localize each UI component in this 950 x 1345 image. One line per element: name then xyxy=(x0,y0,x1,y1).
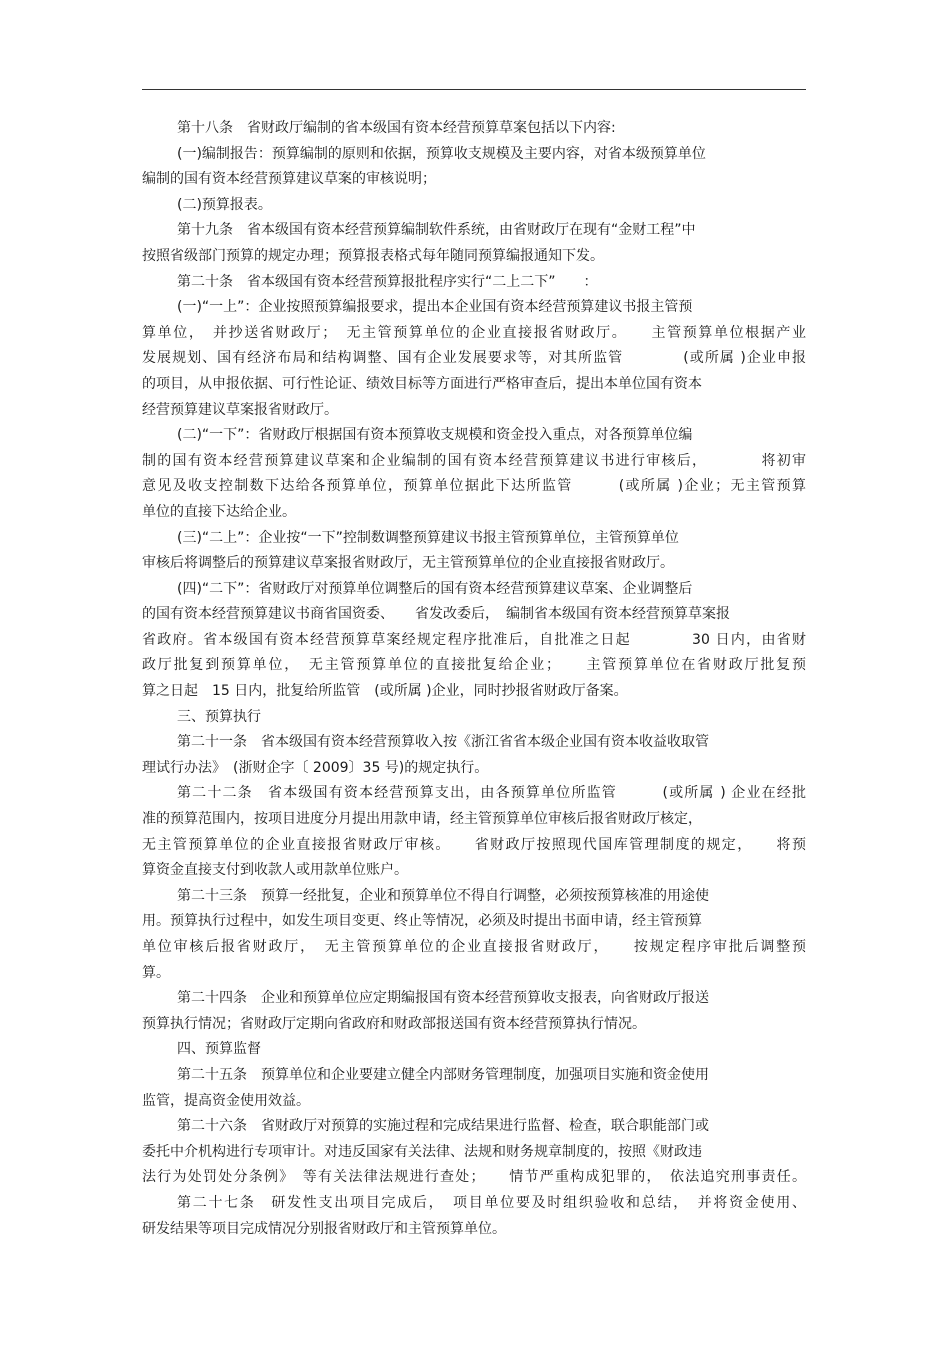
text-line: 委托中介机构进行专项审计。对违反国家有关法律、法规和财务规章制度的，按照《财政违 xyxy=(142,1143,702,1160)
text-line: 发展规划、国有经济布局和结构调整、国有企业发展要求等，对其所监管 (或所属 )企业申报 xyxy=(142,350,806,367)
text-line: 经营预算建议草案报省财政厅。 xyxy=(142,401,338,418)
text-line: (三)“二上”：企业按“一下”控制数调整预算建议书报主管预算单位，主管预算单位 xyxy=(177,529,679,546)
text-line: 第二十六条 省财政厅对预算的实施过程和完成结果进行监督、检查，联合职能部门或 xyxy=(177,1118,709,1135)
text-line: 研发结果等项目完成情况分别报省财政厅和主管预算单位。 xyxy=(142,1220,506,1237)
text-line: 算。 xyxy=(142,964,170,981)
text-line: (二)预算报表。 xyxy=(177,196,272,213)
text-line: 省政府。省本级国有资本经营预算草案经规定程序批准后，自批准之日起 30 日内，由省财 xyxy=(142,631,806,648)
text-line: 编制的国有资本经营预算建议草案的审核说明； xyxy=(142,171,436,188)
text-line: 审核后将调整后的预算建议草案报省财政厅，无主管预算单位的企业直接报省财政厅。 xyxy=(142,555,674,572)
text-line: 三、预算执行 xyxy=(177,708,261,725)
text-line: 四、预算监督 xyxy=(177,1041,261,1058)
text-line: 政厅批复到预算单位， 无主管预算单位的直接批复给企业； 主管预算单位在省财政厅批复预 xyxy=(142,657,806,674)
text-line: 无主管预算单位的企业直接报省财政厅审核。 省财政厅按照现代国库管理制度的规定， 将预 xyxy=(142,836,806,853)
text-line: 的项目，从申报依据、可行性论证、绩效目标等方面进行严格审查后，提出本单位国有资本 xyxy=(142,375,702,392)
text-line: (一)编制报告：预算编制的原则和依据，预算收支规模及主要内容，对省本级预算单位 xyxy=(177,145,706,162)
text-line: 监管，提高资金使用效益。 xyxy=(142,1092,310,1109)
header-rule xyxy=(142,89,806,90)
text-line: 单位审核后报省财政厅， 无主管预算单位的企业直接报省财政厅， 按规定程序审批后调整预 xyxy=(142,939,806,955)
text-line: 预算执行情况；省财政厅定期向省政府和财政部报送国有资本经营预算执行情况。 xyxy=(142,1015,646,1032)
text-line: 第二十七条 研发性支出项目完成后， 项目单位要及时组织验收和总结， 并将资金使用、 xyxy=(177,1194,806,1211)
text-line: 第二十五条 预算单位和企业要建立健全内部财务管理制度，加强项目实施和资金使用 xyxy=(177,1066,709,1083)
text-line: 算资金直接支付到收款人或用款单位账户。 xyxy=(142,862,408,879)
text-line: 理试行办法》 (浙财企字〔 2009〕35 号)的规定执行。 xyxy=(142,759,489,776)
text-line: 算单位， 并抄送省财政厅； 无主管预算单位的企业直接报省财政厅。 主管预算单位根据产业 xyxy=(142,324,806,341)
text-line: 意见及收支控制数下达给各预算单位，预算单位据此下达所监管 (或所属 )企业；无主管预算 xyxy=(142,478,806,495)
text-line: 法行为处罚处分条例》 等有关法律法规进行查处； 情节严重构成犯罪的， 依法追究刑事责任。 xyxy=(142,1169,806,1186)
text-line: 的国有资本经营预算建议书商省国资委、 省发改委后， 编制省本级国有资本经营预算草案报 xyxy=(142,606,730,623)
text-line: 第二十二条 省本级国有资本经营预算支出，由各预算单位所监管 (或所属 ) 企业在经批 xyxy=(177,785,806,802)
text-line: 按照省级部门预算的规定办理；预算报表格式每年随同预算编报通知下发。 xyxy=(142,247,604,264)
text-line: 第二十一条 省本级国有资本经营预算收入按《浙江省省本级企业国有资本收益收取管 xyxy=(177,734,709,751)
text-line: (一)“一上”：企业按照预算编报要求，提出本企业国有资本经营预算建议书报主管预 xyxy=(177,299,693,316)
document-body xyxy=(142,116,806,1242)
text-line: 单位的直接下达给企业。 xyxy=(142,503,296,520)
text-line: 准的预算范围内，按项目进度分月提出用款申请，经主管预算单位审核后报省财政厅核定， xyxy=(142,811,702,828)
text-line: 第二十三条 预算一经批复，企业和预算单位不得自行调整，必须按预算核准的用途使 xyxy=(177,887,709,904)
text-line: (四)“二下”：省财政厅对预算单位调整后的国有资本经营预算建议草案、企业调整后 xyxy=(177,580,693,597)
text-line: 第十八条 省财政厅编制的省本级国有资本经营预算草案包括以下内容: xyxy=(177,120,616,136)
text-line: (二)“一下”：省财政厅根据国有资本预算收支规模和资金投入重点，对各预算单位编 xyxy=(177,427,693,444)
text-line: 用。预算执行过程中，如发生项目变更、终止等情况，必须及时提出书面申请，经主管预算 xyxy=(142,913,702,930)
text-line: 制的国有资本经营预算建议草案和企业编制的国有资本经营预算建议书进行审核后， 将初审 xyxy=(142,452,806,469)
text-line: 第十九条 省本级国有资本经营预算编制软件系统，由省财政厅在现有“金财工程”中 xyxy=(177,222,696,239)
text-line: 算之日起 15 日内，批复给所监管 (或所属 )企业，同时抄报省财政厅备案。 xyxy=(142,683,628,700)
text-line: 第二十四条 企业和预算单位应定期编报国有资本经营预算收支报表，向省财政厅报送 xyxy=(177,990,709,1007)
text-line: 第二十条 省本级国有资本经营预算报批程序实行“二上二下” ： xyxy=(177,273,598,290)
